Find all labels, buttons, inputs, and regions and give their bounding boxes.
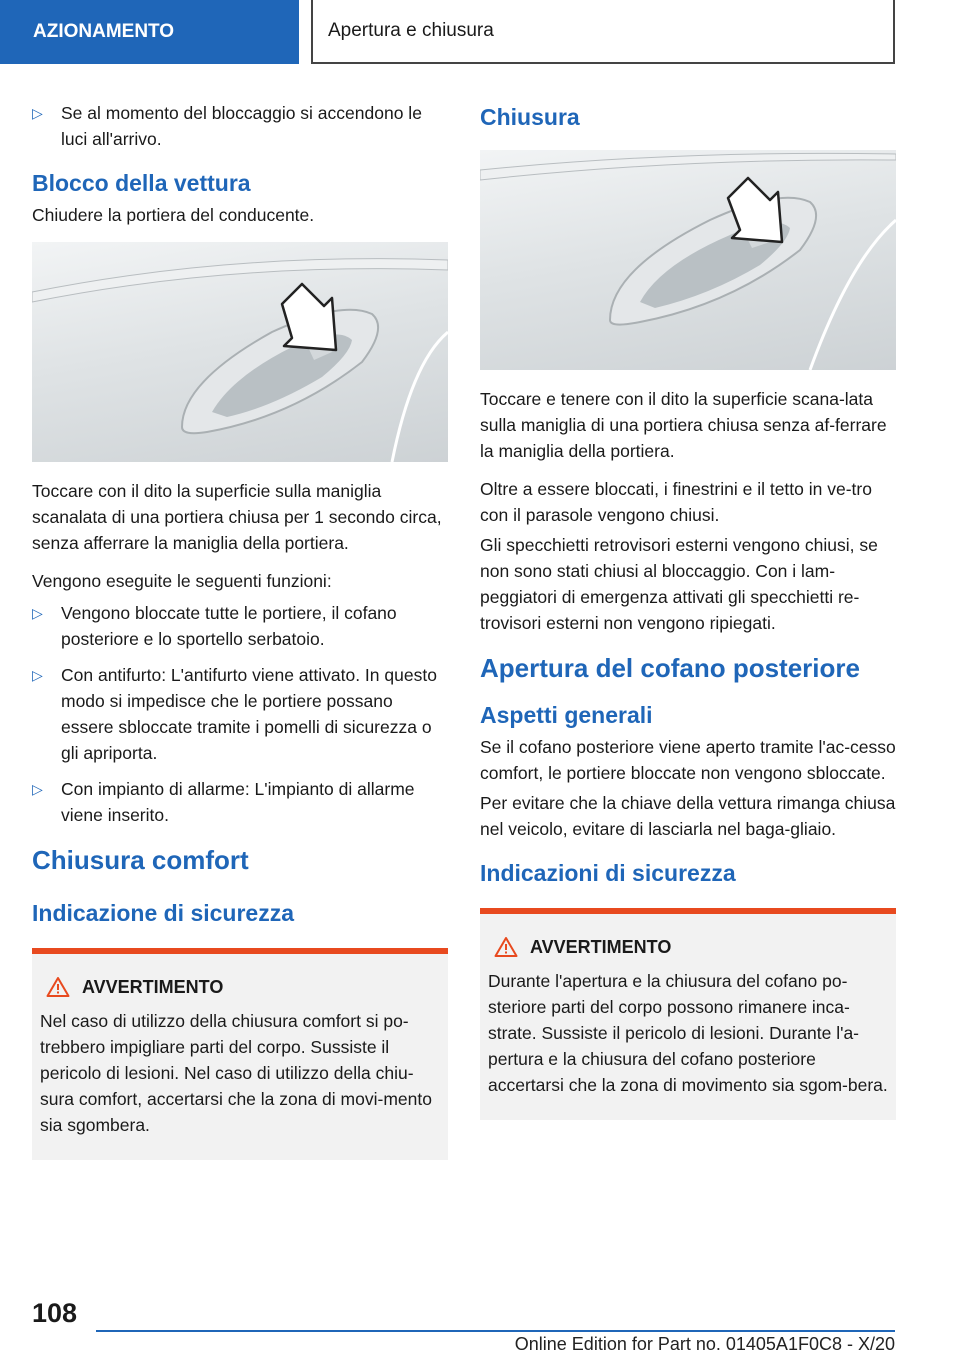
- bullet-list-functions: [32, 600, 448, 828]
- list-item: ▷ Con antifurto: L'antifurto viene attivato. In questo modo si impedisce che le portiere possano essere sbloccate tramite i pomelli di sicurezza o gli apriporta.: [32, 662, 448, 766]
- left-column: [32, 100, 448, 1160]
- paragraph: Per evitare che la chiave della vettura rimanga chiusa nel veicolo, evitare di lasciarla nel baga-gliaio.: [480, 793, 896, 839]
- warning-title-label: AVVERTIMENTO: [82, 977, 224, 997]
- door-handle-illustration: [480, 150, 896, 370]
- header-chapter: [311, 0, 895, 64]
- header-section-label: AZIONAMENTO: [33, 21, 175, 42]
- door-handle-photo-2: [480, 150, 896, 370]
- bullet-list-top: [32, 100, 448, 152]
- heading-indicazione-sicurezza: Indicazione di sicurezza: [32, 900, 295, 926]
- door-handle-photo: [32, 242, 448, 462]
- heading-apertura-cofano: Apertura del cofano posteriore: [480, 653, 860, 683]
- paragraph: Vengono eseguite le seguenti funzioni:: [32, 571, 332, 591]
- page-number: 108: [32, 1298, 78, 1328]
- heading-indicazioni-sicurezza: Indicazioni di sicurezza: [480, 860, 736, 886]
- footer-divider: [96, 1330, 895, 1332]
- header-chapter-label: Apertura e chiusura: [328, 20, 494, 41]
- list-item: ▷ Con impianto di allarme: L'impianto di allarme viene inserito.: [32, 776, 448, 828]
- arrow-icon: [728, 178, 782, 242]
- warning-text: Durante l'apertura e la chiusura del cofano po-steriore parti del corpo possono rimanere inca-strate. Sussiste il pericolo di lesioni. Durante l'a-pertura e la chiusura del cofano posteriore accertarsi che la zona di movimento sia sgom-bera.: [488, 971, 888, 1095]
- heading-chiusura-comfort: Chiusura comfort: [32, 845, 249, 875]
- warning-box: [480, 908, 896, 1120]
- paragraph: Gli specchietti retrovisori esterni vengono chiusi, se non sono stati chiusi al bloccaggio. Con i lam-peggiatori di emergenza attivati gli specchietti re-trovisori esterni non vengono ripiegati.: [480, 535, 878, 633]
- arrow-icon: [282, 284, 336, 350]
- paragraph: Se il cofano posteriore viene aperto tramite l'ac-cesso comfort, le portiere bloccate non vengono sbloccate.: [480, 737, 896, 783]
- list-item: ▷ Vengono bloccate tutte le portiere, il cofano posteriore e lo sportello serbatoio.: [32, 600, 448, 652]
- right-column: [480, 96, 896, 1120]
- paragraph: Toccare con il dito la superficie sulla maniglia scanalata di una portiera chiusa per 1 secondo circa, senza afferrare la maniglia della portiera.: [32, 481, 442, 553]
- heading-aspetti-generali: Aspetti generali: [480, 702, 653, 728]
- warning-title-label: AVVERTIMENTO: [530, 937, 672, 957]
- warning-triangle-icon: [46, 976, 70, 998]
- warning-text: Nel caso di utilizzo della chiusura comfort si po-trebbero impigliare parti del corpo. Sussiste il pericolo di lesioni. Nel caso di utilizzo della chiu-sura comfort, accertarsi che la zona di movi-mento sia sgombera.: [40, 1011, 432, 1135]
- footer-edition: Online Edition for Part no. 01405A1F0C8 - X/20: [514, 1334, 895, 1354]
- paragraph: Oltre a essere bloccati, i finestrini e il tetto in ve-tro con il parasole vengono chiusi.: [480, 479, 872, 525]
- warning-triangle-icon: [494, 936, 518, 958]
- header-section: [0, 0, 299, 64]
- paragraph: Chiudere la portiera del conducente.: [32, 205, 315, 225]
- list-item: ▷ Se al momento del bloccaggio si accendono le luci all'arrivo.: [32, 100, 448, 152]
- door-handle-illustration: [32, 242, 448, 462]
- heading-chiusura: Chiusura: [480, 104, 580, 130]
- warning-title: [40, 974, 440, 1000]
- warning-title: [488, 934, 888, 960]
- warning-box: [32, 948, 448, 1160]
- paragraph: Toccare e tenere con il dito la superficie scana-lata sulla maniglia di una portiera chiusa senza af-ferrare la maniglia della portiera.: [480, 389, 887, 461]
- heading-blocco: Blocco della vettura: [32, 170, 251, 196]
